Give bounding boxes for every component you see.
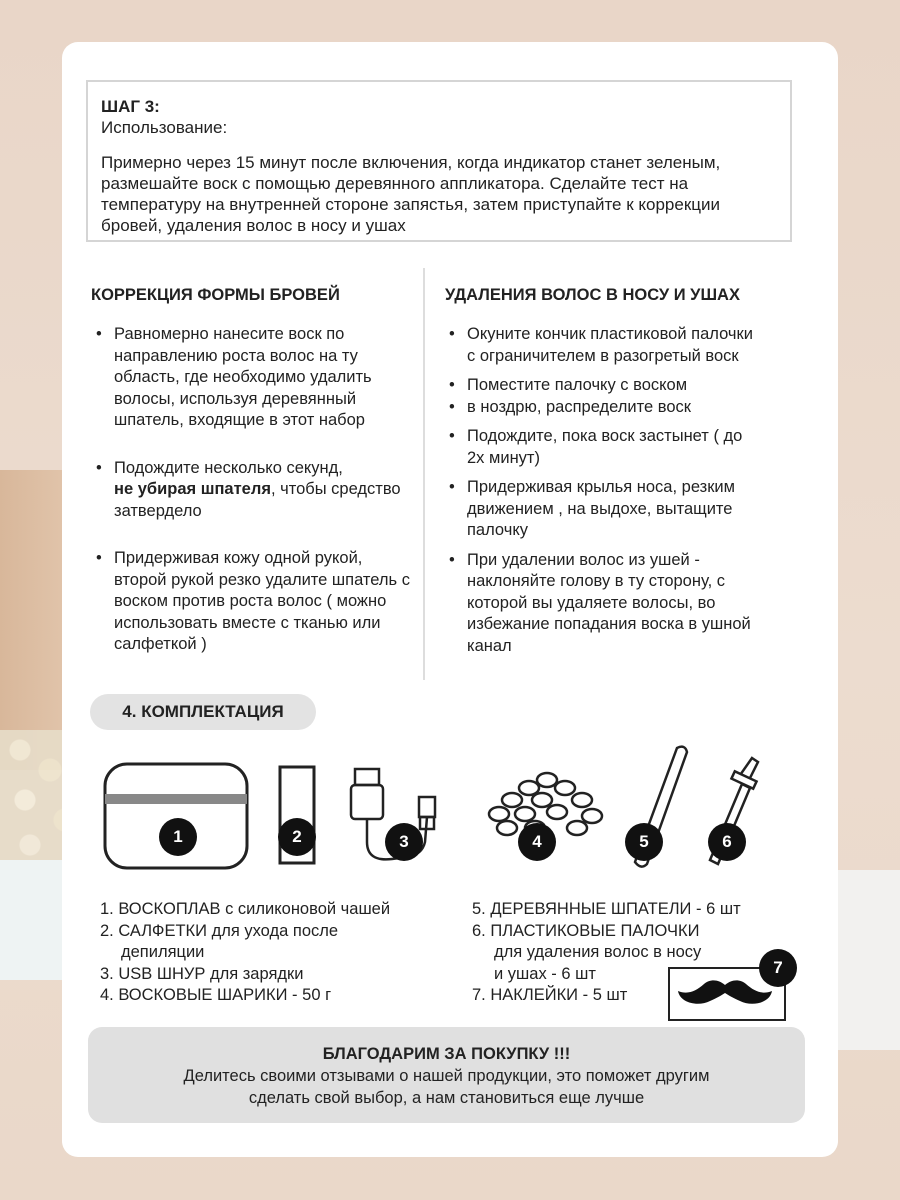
- list-item: • Окуните кончик пластиковой палочки с ограничителем в разогретый воск: [443, 324, 761, 367]
- kit-number-5: 5: [625, 823, 663, 861]
- left-list: [90, 324, 410, 656]
- kit-number-2: 2: [278, 818, 316, 856]
- kit-list-left: [100, 899, 440, 1007]
- kit-number-1: 1: [159, 818, 197, 856]
- step-subtitle: Использование:: [101, 118, 228, 137]
- list-item: для удаления волос в носу: [494, 943, 702, 961]
- list-item: • Равномерно нанесите воск по направлению роста волос на ту область, где необходимо удалить волосы, используя деревянный шпатель, входящие в этот набор: [90, 324, 410, 432]
- step-box: [86, 80, 792, 242]
- list-item: 3. USB ШНУР для зарядки: [100, 964, 304, 983]
- list-item: 5. ДЕРЕВЯННЫЕ ШПАТЕЛИ - 6 шт: [472, 900, 741, 918]
- column-divider: [423, 268, 425, 680]
- thanks-banner: [88, 1027, 805, 1123]
- step-title: ШАГ 3:: [101, 97, 160, 116]
- list-item-bold: не убирая шпателя: [114, 480, 271, 498]
- thanks-title: БЛАГОДАРИМ ЗА ПОКУПКУ !!!: [322, 1045, 571, 1063]
- list-item: • Поместите палочку с воском: [443, 375, 761, 397]
- kit-number-6: 6: [708, 823, 746, 861]
- step-text: Примерно через 15 минут после включения, когда индикатор станет зеленым, размешайте воск с помощью деревянного аппликатора. Сделайте тест на температуру на внутренней стороне запястья, затем приступайте к коррекции бровей, удаления волос в носу и ушах: [101, 153, 721, 235]
- list-item-text: Подождите несколько секунд,: [114, 458, 343, 477]
- list-item: 2. САЛФЕТКИ для ухода после: [100, 921, 339, 940]
- list-item: и ушах - 6 шт: [494, 964, 596, 983]
- list-item: 7. НАКЛЕЙКИ - 5 шт: [472, 986, 628, 1004]
- kit-title: 4. КОМПЛЕКТАЦИЯ: [90, 694, 316, 730]
- left-heading: КОРРЕКЦИЯ ФОРМЫ БРОВЕЙ: [91, 286, 340, 304]
- kit-number-3: 3: [385, 823, 423, 861]
- list-item: • При удалении волос из ушей - наклоняйте голову в ту сторону, с которой вы удаляете волосы, во избежание попадания воска в ушной канал: [443, 550, 761, 658]
- list-item: депиляции: [121, 943, 205, 961]
- list-item: 1. ВОСКОПЛАВ с силиконовой чашей: [100, 900, 391, 918]
- list-item: [90, 458, 410, 523]
- list-item: 6. ПЛАСТИКОВЫЕ ПАЛОЧКИ: [472, 921, 700, 940]
- list-item: • Придерживая кожу одной рукой, второй рукой резко удалите шпатель с воском против роста волос ( можно использовать вместе с тканью или салфеткой ): [90, 548, 410, 656]
- list-item: 4. ВОСКОВЫЕ ШАРИКИ - 50 г: [100, 986, 332, 1004]
- kit-number-7: 7: [759, 949, 797, 987]
- thanks-text-2: сделать свой выбор, а нам становиться еще лучше: [248, 1089, 645, 1107]
- thanks-text-1: Делитесь своими отзывами о нашей продукции, это поможет другим: [183, 1067, 710, 1085]
- list-item: • Придерживая крылья носа, резким движением , на выдохе, вытащите палочку: [443, 477, 761, 542]
- right-list: [443, 324, 761, 657]
- instruction-card: [62, 42, 838, 1157]
- list-item-text: , чтобы средство затвердело: [114, 480, 401, 520]
- list-item: • Подождите, пока воск застынет ( до 2х минут): [443, 426, 761, 469]
- list-item: • в ноздрю, распределите воск: [443, 397, 761, 419]
- right-heading: УДАЛЕНИЯ ВОЛОС В НОСУ И УШАХ: [445, 286, 740, 304]
- kit-number-4: 4: [518, 823, 556, 861]
